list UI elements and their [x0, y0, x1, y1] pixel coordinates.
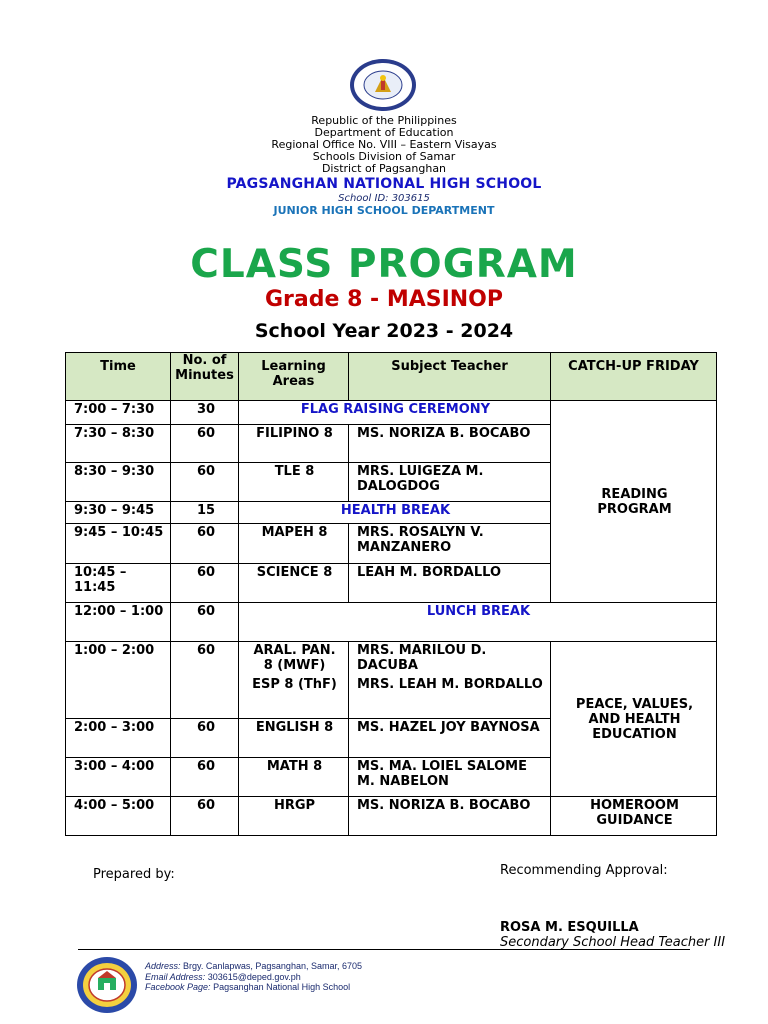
flag-raising-cell: FLAG RAISING CEREMONY — [239, 401, 551, 425]
time-cell: 4:00 – 5:00 — [66, 797, 171, 836]
table-row — [66, 642, 717, 719]
teacher-cell: MRS. ROSALYN V. MANZANERO — [349, 524, 551, 564]
school-logo — [76, 956, 138, 1014]
minutes-cell: 60 — [171, 797, 239, 836]
email-value[interactable]: 303615@deped.gov.ph — [207, 971, 301, 982]
teacher-esp: MRS. LEAH M. BORDALLO — [357, 677, 543, 692]
address-label: Address: — [145, 961, 181, 971]
signatory-name: ROSA M. ESQUILLA — [500, 920, 639, 935]
header-minutes: No. of Minutes — [171, 353, 239, 401]
document-title: CLASS PROGRAM — [190, 242, 578, 287]
minutes-cell: 60 — [171, 603, 239, 642]
time-cell: 10:45 – 11:45 — [66, 564, 171, 603]
header-division: Schools Division of Samar — [312, 150, 456, 163]
reading-program-cell — [551, 401, 717, 603]
minutes-cell: 60 — [171, 758, 239, 797]
header-district: District of Pagsanghan — [321, 162, 447, 175]
learning-area-cell: FILIPINO 8 — [239, 425, 349, 463]
learning-area-cell: HRGP — [239, 797, 349, 836]
minutes-cell: 15 — [171, 502, 239, 524]
learning-area-cell: TLE 8 — [239, 463, 349, 502]
time-cell: 9:45 – 10:45 — [66, 524, 171, 564]
peace-values-cell — [551, 642, 717, 797]
time-cell: 3:00 – 4:00 — [66, 758, 171, 797]
time-cell: 1:00 – 2:00 — [66, 642, 171, 719]
minutes-cell: 60 — [171, 642, 239, 719]
minutes-cell: 60 — [171, 524, 239, 564]
time-cell: 7:30 – 8:30 — [66, 425, 171, 463]
department-name: JUNIOR HIGH SCHOOL DEPARTMENT — [273, 204, 495, 217]
header-learning-areas: Learning Areas — [239, 353, 349, 401]
learning-area-esp: ESP 8 (ThF) — [252, 677, 337, 692]
header-republic: Republic of the Philippines — [311, 114, 457, 127]
learning-area-cell: MATH 8 — [239, 758, 349, 797]
time-cell: 8:30 – 9:30 — [66, 463, 171, 502]
footer-contact-info — [145, 961, 362, 993]
table-row — [66, 603, 717, 642]
teacher-cell: MS. NORIZA B. BOCABO — [349, 425, 551, 463]
prepared-by-label: Prepared by: — [93, 867, 175, 882]
time-cell: 7:00 – 7:30 — [66, 401, 171, 425]
school-name: PAGSANGHAN NATIONAL HIGH SCHOOL — [226, 176, 542, 192]
learning-area-cell: MAPEH 8 — [239, 524, 349, 564]
learning-area-cell: SCIENCE 8 — [239, 564, 349, 603]
reading-program-label: READING PROGRAM — [597, 487, 672, 517]
teacher-cell: LEAH M. BORDALLO — [349, 564, 551, 603]
header-region: Regional Office No. VIII – Eastern Visayas — [271, 138, 497, 151]
email-label: Email Address: — [145, 971, 206, 982]
learning-area-aral-pan: ARAL. PAN. 8 (MWF) — [253, 643, 336, 673]
address-value: Brgy. Canlapwas, Pagsanghan, Samar, 6705 — [183, 961, 362, 971]
teacher-cell: MS. MA. LOIEL SALOME M. NABELON — [349, 758, 551, 797]
minutes-cell: 60 — [171, 564, 239, 603]
school-year: School Year 2023 - 2024 — [254, 320, 514, 342]
deped-seal-logo — [348, 58, 418, 112]
footer-email-line — [145, 972, 362, 983]
health-break-cell: HEALTH BREAK — [239, 502, 551, 524]
lunch-break-cell: LUNCH BREAK — [239, 603, 717, 642]
minutes-cell: 30 — [171, 401, 239, 425]
homeroom-guidance-cell — [551, 797, 717, 836]
table-row — [66, 401, 717, 425]
footer-divider — [78, 949, 690, 950]
minutes-cell: 60 — [171, 719, 239, 758]
header-department: Department of Education — [314, 126, 454, 139]
grade-section: Grade 8 - MASINOP — [264, 287, 504, 312]
header-catch-up-friday: CATCH-UP FRIDAY — [551, 353, 717, 401]
header-time: Time — [66, 353, 171, 401]
minutes-cell: 60 — [171, 463, 239, 502]
footer-facebook-line — [145, 982, 362, 993]
time-cell: 12:00 – 1:00 — [66, 603, 171, 642]
teacher-aral-pan: MRS. MARILOU D. DACUBA — [357, 643, 487, 673]
footer-address-line — [145, 961, 362, 972]
recommending-approval-label: Recommending Approval: — [500, 863, 668, 878]
facebook-label: Facebook Page: — [145, 982, 211, 992]
table-header-row — [66, 353, 717, 401]
class-program-table — [65, 352, 717, 836]
facebook-value[interactable]: Pagsanghan National High School — [213, 982, 351, 992]
table-row — [66, 797, 717, 836]
teacher-cell — [349, 642, 551, 719]
header-subject-teacher: Subject Teacher — [349, 353, 551, 401]
learning-area-cell — [239, 642, 349, 719]
teacher-cell: MRS. LUIGEZA M. DALOGDOG — [349, 463, 551, 502]
time-cell: 9:30 – 9:45 — [66, 502, 171, 524]
school-id: School ID: 303615 — [338, 193, 430, 204]
minutes-cell: 60 — [171, 425, 239, 463]
signatory-position: Secondary School Head Teacher III — [500, 936, 726, 950]
teacher-cell: MS. HAZEL JOY BAYNOSA — [349, 719, 551, 758]
teacher-cell: MS. NORIZA B. BOCABO — [349, 797, 551, 836]
time-cell: 2:00 – 3:00 — [66, 719, 171, 758]
peace-values-label: PEACE, VALUES, AND HEALTH EDUCATION — [575, 697, 694, 742]
learning-area-cell: ENGLISH 8 — [239, 719, 349, 758]
homeroom-guidance-label: HOMEROOM GUIDANCE — [590, 798, 679, 828]
